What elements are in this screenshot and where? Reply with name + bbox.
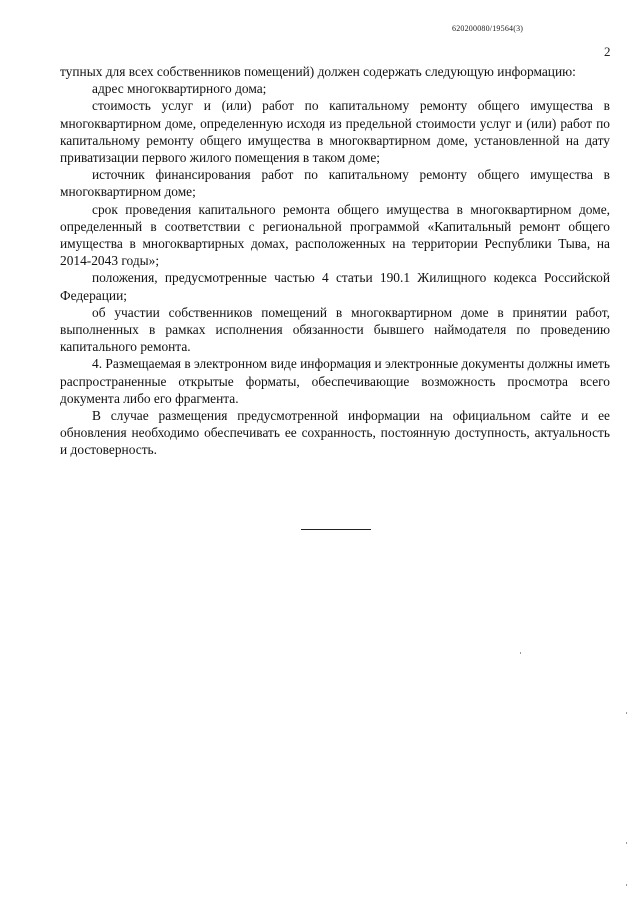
paragraph-funding-source: источник финансирования работ по капитальному ремонту общего имущества в многоквартирном доме;	[60, 167, 610, 200]
end-of-text-rule	[301, 529, 371, 530]
paragraph-continuation: тупных для всех собственников помещений) должен содержать следующую информацию:	[60, 64, 576, 79]
scan-speck	[626, 842, 627, 844]
paragraph-electronic-formats: 4. Размещаемая в электронном виде информация и электронные документы должны иметь распространенные открытые форматы, обеспечивающие возможность просмотра всего документа либо его фрагмента.	[60, 356, 610, 406]
scan-speck	[626, 884, 627, 886]
paragraph-owner-participation: об участии собственников помещений в многоквартирном доме в принятии работ, выполненных в рамках исполнения обязанности бывшего наймодателя по проведению капитального ремонта.	[60, 304, 610, 355]
paragraph-housing-code: положения, предусмотренные частью 4 статьи 190.1 Жилищного кодекса Российской Федерации;	[60, 270, 610, 303]
page-number: 2	[604, 44, 611, 59]
paragraph-cost: стоимость услуг и (или) работ по капитальному ремонту общего имущества в многоквартирном доме, определенную исходя из предельной стоимости услуг и (или) работ по капитальному ремонту общего имущества в многоквартирном доме, установленной на дату приватизации первого жилого помещения в таком доме;	[60, 98, 610, 166]
document-code: 620200080/19564(3)	[452, 24, 524, 33]
paragraph-address: адрес многоквартирного дома;	[92, 81, 267, 97]
scan-speck	[520, 652, 521, 654]
document-body	[60, 63, 610, 459]
paragraph-website-publication: В случае размещения предусмотренной информации на официальном сайте и ее обновления необходимо обеспечивать ее сохранность, постоянную доступность, актуальность и достоверность.	[60, 408, 610, 458]
scan-speck	[626, 712, 627, 714]
paragraph-repair-deadline: срок проведения капитального ремонта общего имущества в многоквартирном доме, определенный в соответствии с региональной программой «Капитальный ремонт общего имущества в многоквартирных домах, расположенных на территории Республики Тыва, на 2014-2043 годы»;	[60, 201, 610, 269]
